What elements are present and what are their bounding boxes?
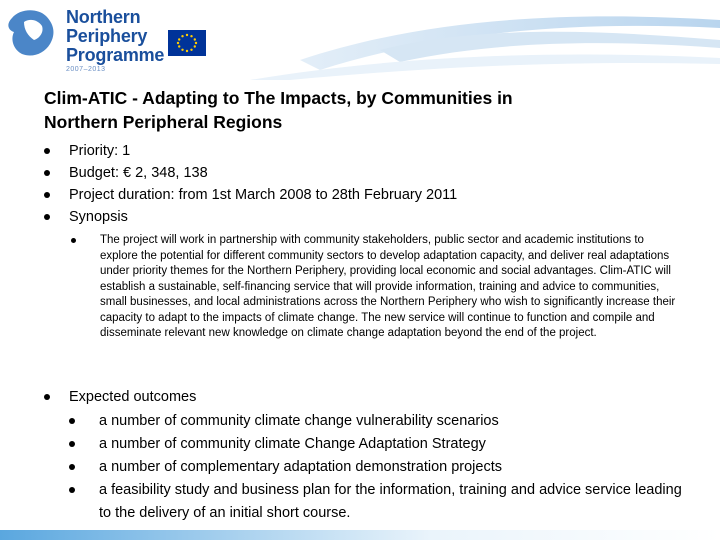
synopsis-heading: Synopsis	[69, 209, 128, 225]
bullet-icon	[44, 148, 50, 154]
list-item	[44, 162, 684, 184]
outcome-text: a number of complementary adaptation demonstration projects	[99, 459, 502, 475]
outcomes-heading: Expected outcomes	[69, 389, 197, 405]
footer-gradient-bar	[0, 530, 720, 540]
logo-years: 2007–2013	[66, 66, 106, 73]
logo-line-periphery: Periphery	[66, 26, 148, 46]
list-item	[69, 479, 684, 525]
bullet-icon	[71, 238, 76, 243]
list-item	[69, 410, 684, 433]
priority-text: Priority: 1	[69, 143, 131, 159]
synopsis-list	[70, 233, 682, 342]
title-line-2: Northern Peripheral Regions	[44, 112, 283, 132]
title-line-1: Clim-ATIC - Adapting to The Impacts, by Communities in	[44, 88, 513, 108]
page-title	[44, 86, 644, 134]
header-banner	[0, 0, 720, 80]
project-facts-list	[44, 140, 684, 228]
list-item	[44, 206, 684, 228]
eu-flag-icon	[168, 30, 206, 56]
dove-logo-icon	[8, 10, 53, 55]
synopsis-paragraph: The project will work in partnership with community stakeholders, public sector and academic institutions to explore the potential for different community sectors to develop adaptation capacity, and deliver real adaptations under priority themes for the Northern Periphery, providing local economic and social advantages. Clim-ATIC will establish a sustainable, self-financing service that will provide information, training and advice to communities, small businesses, and local administrations across the Northern Periphery who wish to significantly increase their capacity to adapt to the impacts of climate change. The new service will continue to function and compile and disseminate relevant new knowledge on climate change adaptation beyond the end of the project.	[100, 234, 676, 339]
logo-line-northern: Northern	[66, 7, 141, 27]
bullet-icon	[69, 418, 75, 424]
bullet-icon	[44, 214, 50, 220]
outcome-text: a number of community climate change vulnerability scenarios	[99, 413, 499, 429]
list-item	[44, 184, 684, 206]
bullet-icon	[69, 487, 75, 493]
outcomes-sublist	[69, 410, 684, 525]
bullet-icon	[69, 441, 75, 447]
list-item	[70, 233, 682, 342]
outcome-text: a feasibility study and business plan for the information, training and advice service leading to the delivery of an initial short course.	[99, 482, 682, 521]
bullet-icon	[44, 192, 50, 198]
programme-logo-text	[66, 8, 164, 65]
outcome-text: a number of community climate Change Adaptation Strategy	[99, 436, 486, 452]
list-item	[44, 386, 684, 525]
outcomes-list	[44, 386, 684, 525]
bullet-icon	[44, 170, 50, 176]
budget-text: Budget: € 2, 348, 138	[69, 165, 208, 181]
list-item	[69, 456, 684, 479]
logo-line-programme: Programme	[66, 45, 165, 65]
list-item	[44, 140, 684, 162]
bullet-icon	[44, 394, 50, 400]
list-item	[69, 433, 684, 456]
duration-text: Project duration: from 1st March 2008 to 28th February 2011	[69, 187, 458, 203]
bullet-icon	[69, 464, 75, 470]
